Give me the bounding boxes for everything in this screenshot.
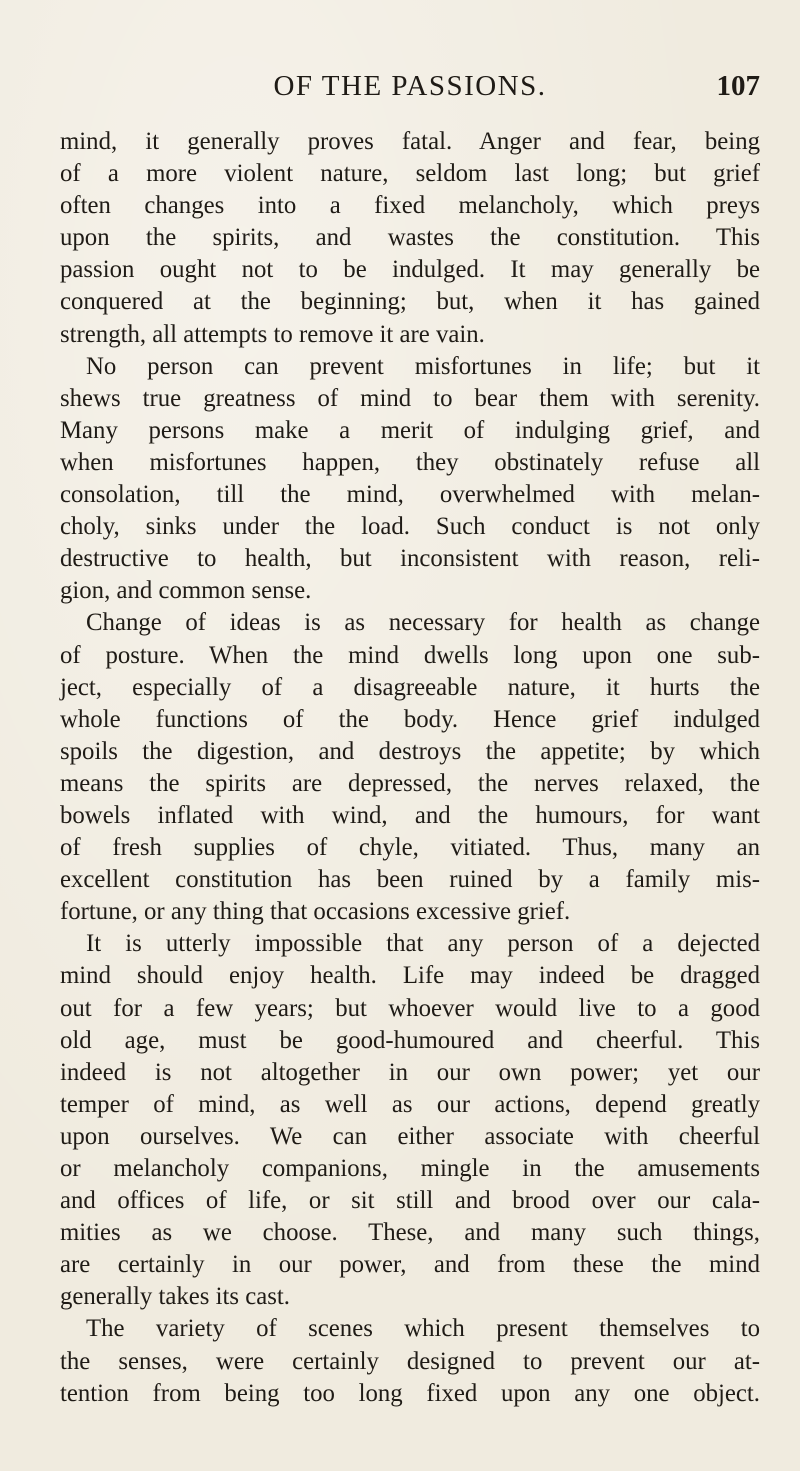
text-line: No person can prevent misfortunes in life; but it	[86, 352, 760, 380]
text-line: out for a few years; but whoever would live to a good	[60, 994, 760, 1022]
text-line: fortune, or any thing that occasions excessive grief.	[60, 898, 571, 926]
text-line: Many persons make a merit of indulging grief, and	[60, 416, 760, 444]
text-line: mities as we choose. These, and many such things,	[60, 1219, 760, 1247]
text-line: consolation, till the mind, overwhelmed with melan-	[60, 481, 760, 509]
text-line: destructive to health, but inconsistent with reason, reli-	[60, 545, 760, 573]
text-line: and offices of life, or sit still and brood over our cala-	[60, 1187, 760, 1215]
text-line: the senses, were certainly designed to prevent our at-	[60, 1347, 760, 1375]
text-line: ject, especially of a disagreeable nature, it hurts the	[60, 673, 760, 701]
text-line: indeed is not altogether in our own power; yet our	[60, 1058, 760, 1086]
text-line: of fresh supplies of chyle, vitiated. Thus, many an	[60, 834, 760, 862]
text-line: of posture. When the mind dwells long upon one sub-	[60, 641, 760, 669]
text-line: gion, and common sense.	[60, 577, 312, 605]
text-line: choly, sinks under the load. Such conduct is not only	[60, 513, 760, 541]
text-line: often changes into a fixed melancholy, which preys	[60, 192, 760, 220]
text-line: when misfortunes happen, they obstinately refuse all	[60, 448, 760, 476]
text-line: or melancholy companions, mingle in the amusements	[60, 1155, 760, 1182]
text-line: bowels inflated with wind, and the humours, for want	[60, 801, 760, 829]
text-line: are certainly in our power, and from these the mind	[60, 1251, 760, 1279]
text-line: upon the spirits, and wastes the constitution. This	[60, 224, 760, 252]
text-line: temper of mind, as well as our actions, depend greatly	[60, 1090, 760, 1118]
text-line: conquered at the beginning; but, when it has gained	[60, 288, 760, 316]
text-line: shews true greatness of mind to bear them with serenity.	[60, 384, 760, 412]
text-line: It is utterly impossible that any person of a dejected	[86, 930, 760, 958]
running-head-title: OF THE PASSIONS.	[273, 70, 547, 102]
running-head	[60, 66, 760, 106]
body-text	[60, 126, 760, 1410]
text-line: The variety of scenes which present themselves to	[86, 1315, 760, 1343]
text-line: strength, all attempts to remove it are vain.	[60, 320, 485, 348]
page-number: 107	[716, 70, 760, 102]
text-line: old age, must be good-humoured and cheerful. This	[60, 1026, 760, 1054]
text-line: means the spirits are depressed, the nerves relaxed, the	[60, 769, 760, 797]
text-line: of a more violent nature, seldom last long; but grief	[60, 160, 760, 188]
text-line: excellent constitution has been ruined by a family mis-	[60, 866, 760, 894]
text-line: whole functions of the body. Hence grief indulged	[60, 705, 760, 733]
text-line: tention from being too long fixed upon any one object.	[60, 1379, 760, 1407]
text-line: generally takes its cast.	[60, 1283, 290, 1311]
text-line: spoils the digestion, and destroys the appetite; by which	[60, 737, 760, 765]
text-line: mind should enjoy health. Life may indeed be dragged	[60, 962, 760, 990]
text-line: Change of ideas is as necessary for health as change	[86, 609, 760, 637]
text-line: passion ought not to be indulged. It may generally be	[60, 256, 760, 284]
text-line: upon ourselves. We can either associate with cheerful	[60, 1122, 760, 1150]
text-line: mind, it generally proves fatal. Anger and fear, being	[60, 128, 760, 155]
